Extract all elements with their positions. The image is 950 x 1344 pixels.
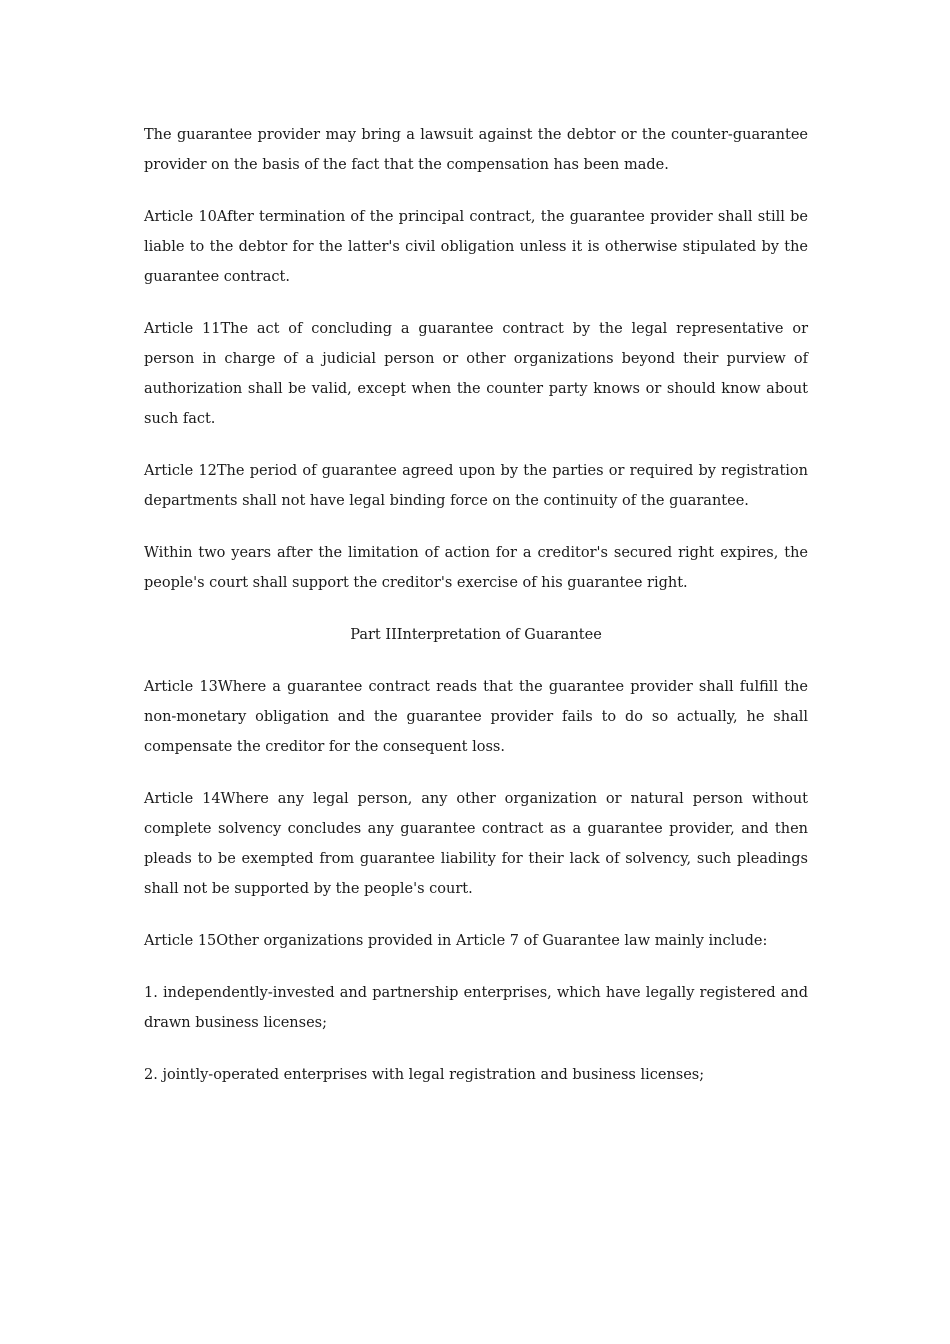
- paragraph-article-11: Article 11The act of concluding a guarantee contract by the legal representative or person in charge of a judicial person or other organizations beyond their purview of authorization shall be valid, except when the counter party knows or should know about such fact.: [144, 321, 808, 427]
- paragraph-article-15: Article 15Other organizations provided in Article 7 of Guarantee law mainly include:: [144, 933, 768, 949]
- paragraph-article-13: Article 13Where a guarantee contract reads that the guarantee provider shall fulfill the non-monetary obligation and the guarantee provider fails to do so actually, he shall compensate the creditor for the consequent loss.: [144, 679, 808, 755]
- paragraph-compensation-lawsuit: The guarantee provider may bring a lawsuit against the debtor or the counter-guarantee provider on the basis of the fact that the compensation has been made.: [144, 127, 808, 173]
- paragraph-article-14: Article 14Where any legal person, any other organization or natural person without complete solvency concludes any guarantee contract as a guarantee provider, and then pleads to be exempted from guarantee liability for their lack of solvency, such pleadings shall not be supported by the people's court.: [144, 791, 808, 897]
- document-page: [144, 120, 808, 1112]
- list-item-1: 1. independently-invested and partnership enterprises, which have legally registered and drawn business licenses;: [144, 985, 808, 1031]
- list-item-2: 2. jointly-operated enterprises with legal registration and business licenses;: [144, 1067, 705, 1083]
- paragraph-article-12: Article 12The period of guarantee agreed upon by the parties or required by registration departments shall not have legal binding force on the continuity of the guarantee.: [144, 463, 808, 509]
- paragraph-article-10: Article 10After termination of the principal contract, the guarantee provider shall still be liable to the debtor for the latter's civil obligation unless it is otherwise stipulated by the guarantee contract.: [144, 209, 808, 285]
- section-heading: Part IIInterpretation of Guarantee: [350, 627, 602, 643]
- paragraph-limitation-of-action: Within two years after the limitation of action for a creditor's secured right expires, the people's court shall support the creditor's exercise of his guarantee right.: [144, 545, 808, 591]
